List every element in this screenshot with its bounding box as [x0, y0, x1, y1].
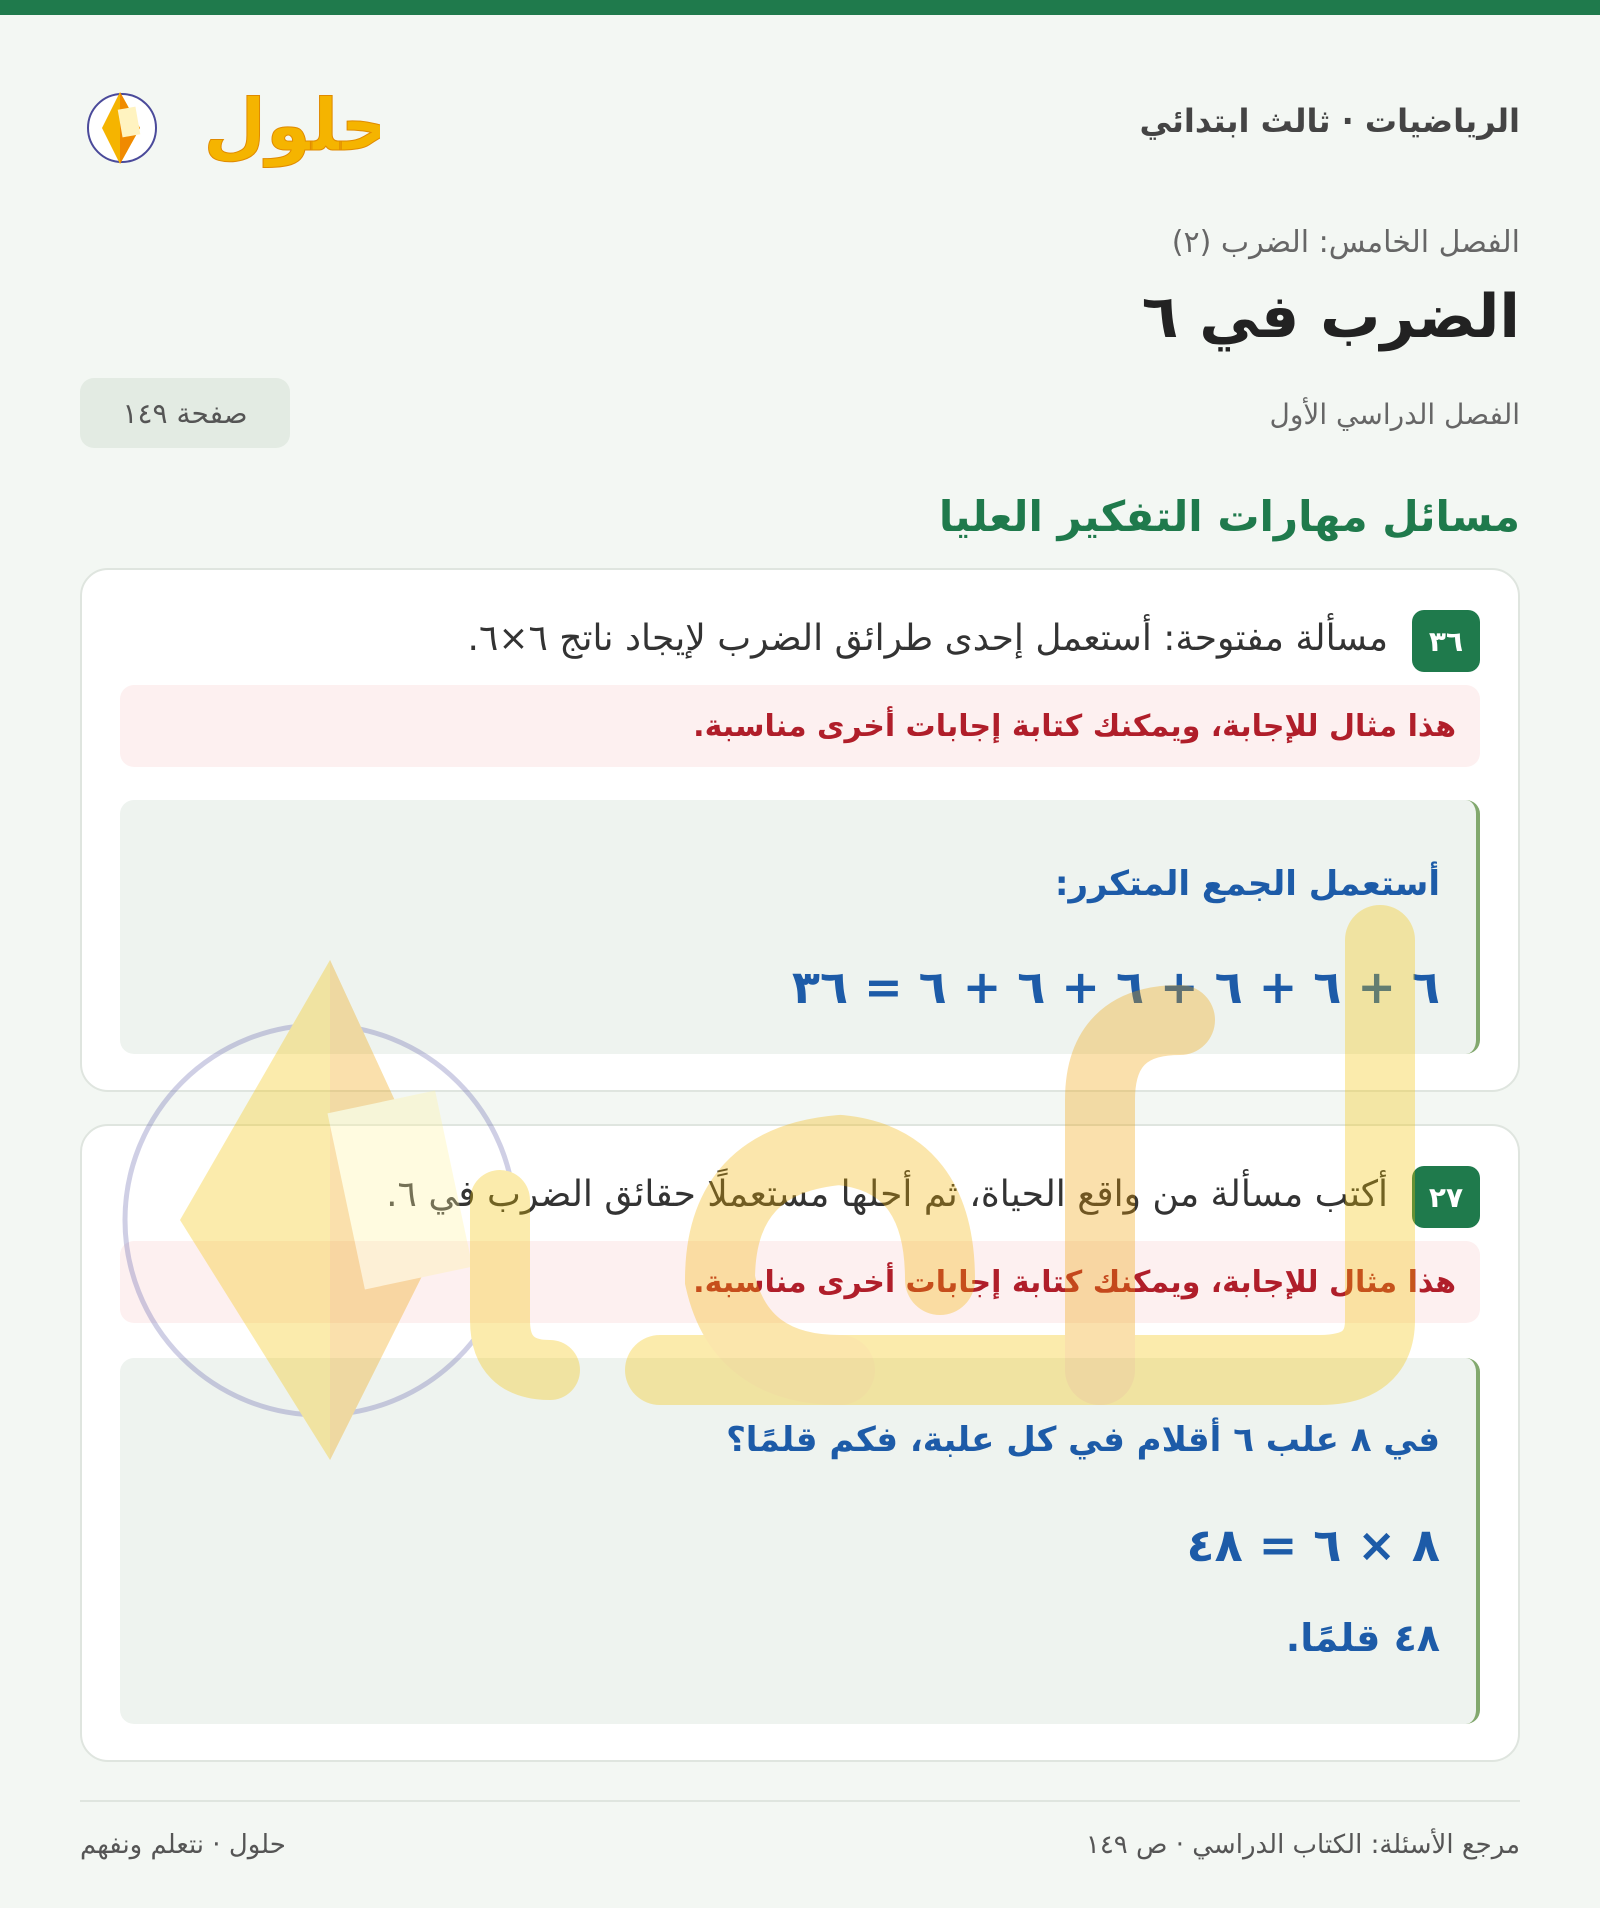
answer-box	[120, 1358, 1480, 1724]
page-header	[80, 62, 1520, 182]
page-title: الضرب في ٦	[1141, 282, 1520, 352]
answer-method-label: أستعمل الجمع المتكرر:	[1054, 864, 1440, 904]
question-text: أكتب مسألة من واقع الحياة، ثم أحلها مستعملًا حقائق الضرب في ٦.	[386, 1174, 1388, 1215]
answer-result: ٤٨ قلمًا.	[1285, 1616, 1440, 1660]
question-number-badge: ٢٧	[1412, 1166, 1480, 1228]
answer-note: هذا مثال للإجابة، ويمكنك كتابة إجابات أخرى مناسبة.	[120, 685, 1480, 767]
page-number-badge: صفحة ١٤٩	[80, 378, 290, 448]
footer-divider	[80, 1800, 1520, 1802]
answer-note: هذا مثال للإجابة، ويمكنك كتابة إجابات أخرى مناسبة.	[120, 1241, 1480, 1323]
subject-label: الرياضيات · ثالث ابتدائي	[1139, 102, 1520, 140]
chapter-label: الفصل الخامس: الضرب (٢)	[1171, 225, 1520, 260]
answer-equation: ٦ + ٦ + ٦ + ٦ + ٦ + ٦ = ٣٦	[791, 960, 1440, 1014]
answer-word-problem: في ٨ علب ٦ أقلام في كل علبة، فكم قلمًا؟	[726, 1420, 1440, 1460]
logo-graphic	[80, 62, 380, 182]
question-card	[80, 1124, 1520, 1762]
answer-equation: ٨ × ٦ = ٤٨	[1186, 1518, 1440, 1572]
footer-reference: مرجع الأسئلة: الكتاب الدراسي · ص ١٤٩	[1085, 1830, 1520, 1860]
question-card	[80, 568, 1520, 1092]
question-number-badge: ٣٦	[1412, 610, 1480, 672]
hulul-logo[interactable]	[80, 62, 380, 182]
top-accent-bar	[0, 0, 1600, 15]
semester-label: الفصل الدراسي الأول	[1269, 398, 1520, 431]
section-title: مسائل مهارات التفكير العليا	[938, 492, 1520, 541]
question-text: مسألة مفتوحة: أستعمل إحدى طرائق الضرب لإيجاد ناتج ٦×٦.	[467, 618, 1388, 659]
logo-text: حلول	[203, 83, 380, 167]
answer-box	[120, 800, 1480, 1054]
footer-brand: حلول · نتعلم ونفهم	[80, 1830, 286, 1860]
